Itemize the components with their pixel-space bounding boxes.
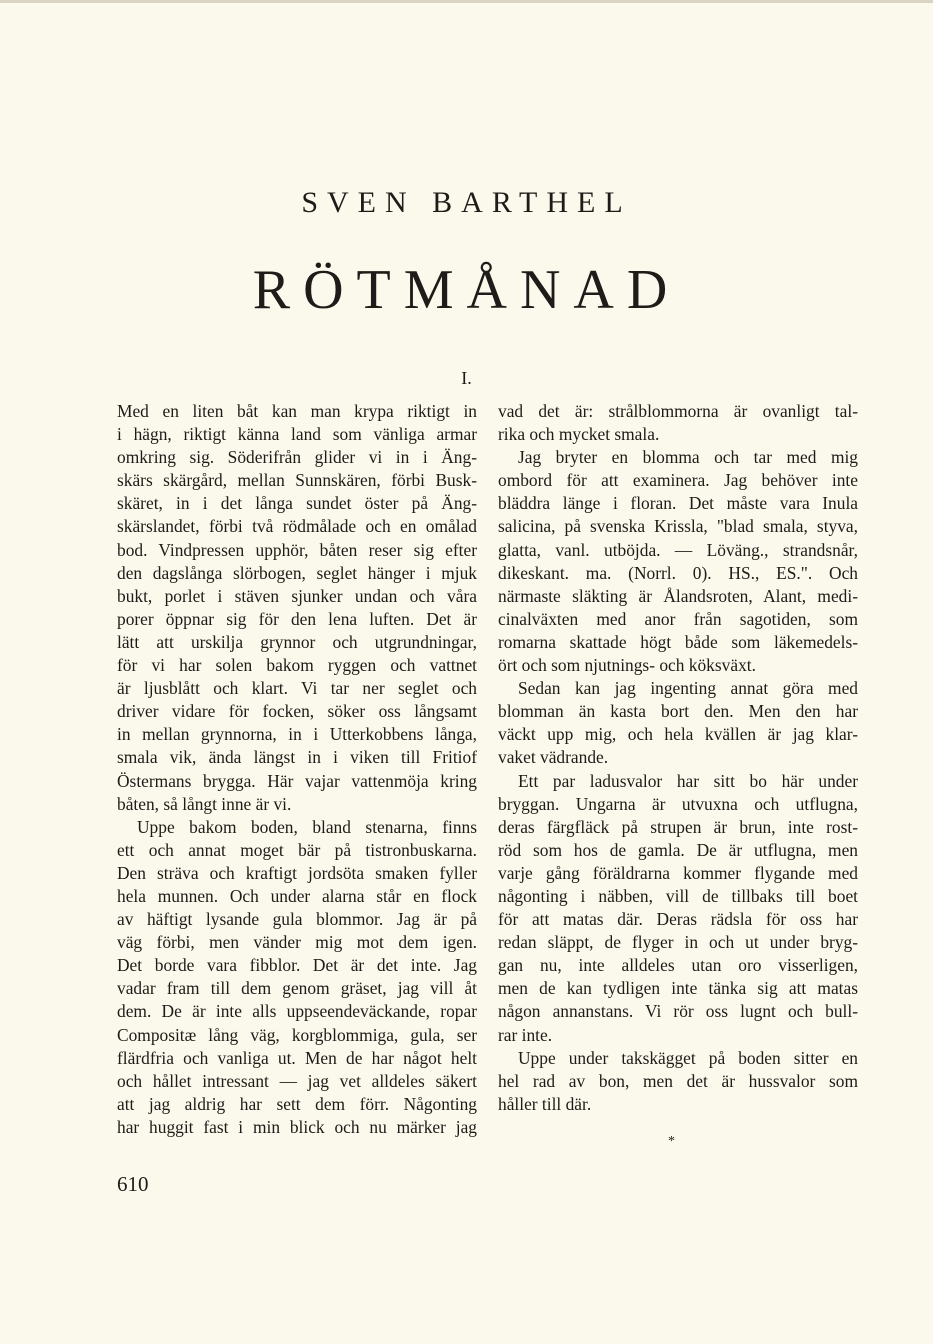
text-line: för vi har solen bakom ryggen och vattnet (117, 655, 477, 676)
text-line: porer öppnar sig för den lena luften. Det är (117, 608, 477, 629)
text-line: varje gång föräldrarna kommer flygande med (498, 862, 858, 883)
section-number: I. (461, 368, 472, 388)
right-column (498, 400, 858, 1116)
section-separator: * (668, 1134, 675, 1149)
text-line: av häftigt lysande gula blommor. Jag är på (117, 909, 477, 930)
text-line: ombord för att examinera. Jag behöver inte (498, 470, 858, 491)
text-line: har huggit fast i min blick och nu märker jag (117, 1116, 477, 1137)
text-line: båten, så långt inne är vi. (117, 793, 292, 814)
text-line: rika och mycket smala. (498, 424, 660, 445)
text-line: Ett par ladusvalor har sitt bo här under (518, 770, 858, 791)
text-line: bläddra länge i floran. Det måste vara Inula (498, 493, 858, 514)
text-line: redan släppt, de flyger in och ut under bryg- (498, 932, 858, 953)
text-line: skärslandet, förbi två rödmålade och en omålad (117, 516, 477, 537)
text-line: närmaste släkting är Ålandsroten, Alant, medi- (498, 585, 858, 606)
text-line: men de kan tydligen inte tänka sig att matas (498, 978, 858, 999)
text-line: väg förbi, men vänder mig mot dem igen. (117, 932, 477, 953)
text-line: hel rad av bon, men det är hussvalor som (498, 1070, 858, 1091)
text-line: Jag bryter en blomma och tar med mig (518, 447, 858, 468)
text-line: gan nu, inte alldeles utan oro visserligen, (498, 955, 858, 976)
text-line: bryggan. Ungarna är utvuxna och utflugna, (498, 793, 858, 814)
text-line: romarna skattade högt både som läkemedels- (498, 631, 858, 652)
text-line: driver vidare för focken, söker oss långsamt (117, 701, 477, 722)
text-line: salicina, på svenska Krissla, "blad smala, styva, (498, 516, 858, 537)
text-line: flärdfria och vanliga ut. Men de har något helt (117, 1047, 477, 1068)
text-line: in mellan grynnorna, in i Utterkobbens långa, (117, 724, 477, 745)
author-name: SVEN BARTHEL (301, 186, 632, 219)
text-line: bod. Vindpressen upphör, båten reser sig efter (117, 539, 477, 560)
text-line: Uppe bakom boden, bland stenarna, finns (137, 816, 477, 837)
text-line: smala vik, ända längst in i viken till Fritiof (117, 747, 477, 768)
text-line: att jag aldrig har sett dem förr. Någonting (117, 1093, 477, 1114)
page-number: 610 (117, 1172, 149, 1196)
text-line: håller till där. (498, 1093, 592, 1114)
text-line: glatta, vanl. utböjda. — Löväng., strandsnår, (498, 539, 858, 560)
text-line: dikeskant. ma. (Norrl. 0). HS., ES.". Och (498, 562, 858, 583)
text-line: hela munnen. Och under alarna står en flock (117, 885, 477, 906)
text-line: och hållet intressant — jag vet alldeles säkert (117, 1070, 477, 1091)
text-line: ört och som njutnings- och köksväxt. (498, 655, 756, 676)
text-line: cinalväxten med anor från sagotiden, som (498, 608, 858, 629)
text-line: Det borde vara fibblor. Det är det inte. Jag (117, 955, 477, 976)
text-line: är ljusblått och klart. Vi tar ner seglet och (117, 678, 477, 699)
text-line: Den sträva och kraftigt jordsöta smaken fyller (117, 862, 477, 883)
text-line: lätt att urskilja grynnor och utgrundningar, (117, 631, 477, 652)
text-line: vad det är: strålblommorna är ovanligt tal- (498, 401, 858, 421)
text-line: ett och annat moget bär på tistronbuskarna. (117, 839, 477, 860)
text-line: dem. De är inte alls uppseendeväckande, ropar (117, 1001, 477, 1022)
text-line: i hägn, riktigt känna land som vänliga armar (117, 424, 477, 445)
text-line: blomman än kasta bort den. Men den har (498, 701, 858, 722)
page-top-edge (0, 0, 933, 3)
text-line: bukt, porlet i stäven sjunker undan och våra (117, 585, 477, 606)
text-line: väckt upp mig, och hela kvällen är jag klar- (498, 724, 858, 745)
text-line: rar inte. (498, 1024, 553, 1045)
article-title: RÖTMÅNAD (252, 259, 681, 321)
text-line: vaket vädrande. (498, 747, 609, 768)
text-line: Med en liten båt kan man krypa riktigt in (117, 401, 477, 421)
text-line: den dagslånga slörbogen, seglet hänger i mjuk (117, 562, 477, 583)
text-line: Östermans brygga. Här vajar vattenmöja kring (117, 770, 477, 791)
text-line: någonting i näbben, vill de tillbaks till boet (498, 885, 858, 906)
text-line: röd som hos de gamla. De är utflugna, men (498, 839, 858, 860)
text-line: Sedan kan jag ingenting annat göra med (518, 678, 858, 699)
text-line: deras färgfläck på strupen är brun, inte rost- (498, 816, 858, 837)
text-line: skärs skärgård, mellan Sunnskären, förbi Busk- (117, 470, 477, 491)
text-line: skäret, in i det långa sundet öster på Äng- (117, 493, 477, 514)
text-line: Compositæ lång väg, korgblommiga, gula, ser (117, 1024, 477, 1045)
text-line: Uppe under takskägget på boden sitter en (518, 1047, 858, 1068)
text-line: omkring sig. Söderifrån glider vi in i Äng- (117, 447, 477, 468)
text-line: någon annanstans. Vi rör oss lugnt och bull- (498, 1001, 858, 1022)
text-line: för att matas där. Deras rädsla för oss har (498, 909, 858, 930)
left-column (117, 400, 477, 1139)
text-line: vadar fram till dem genom gräset, jag vill åt (117, 978, 477, 999)
